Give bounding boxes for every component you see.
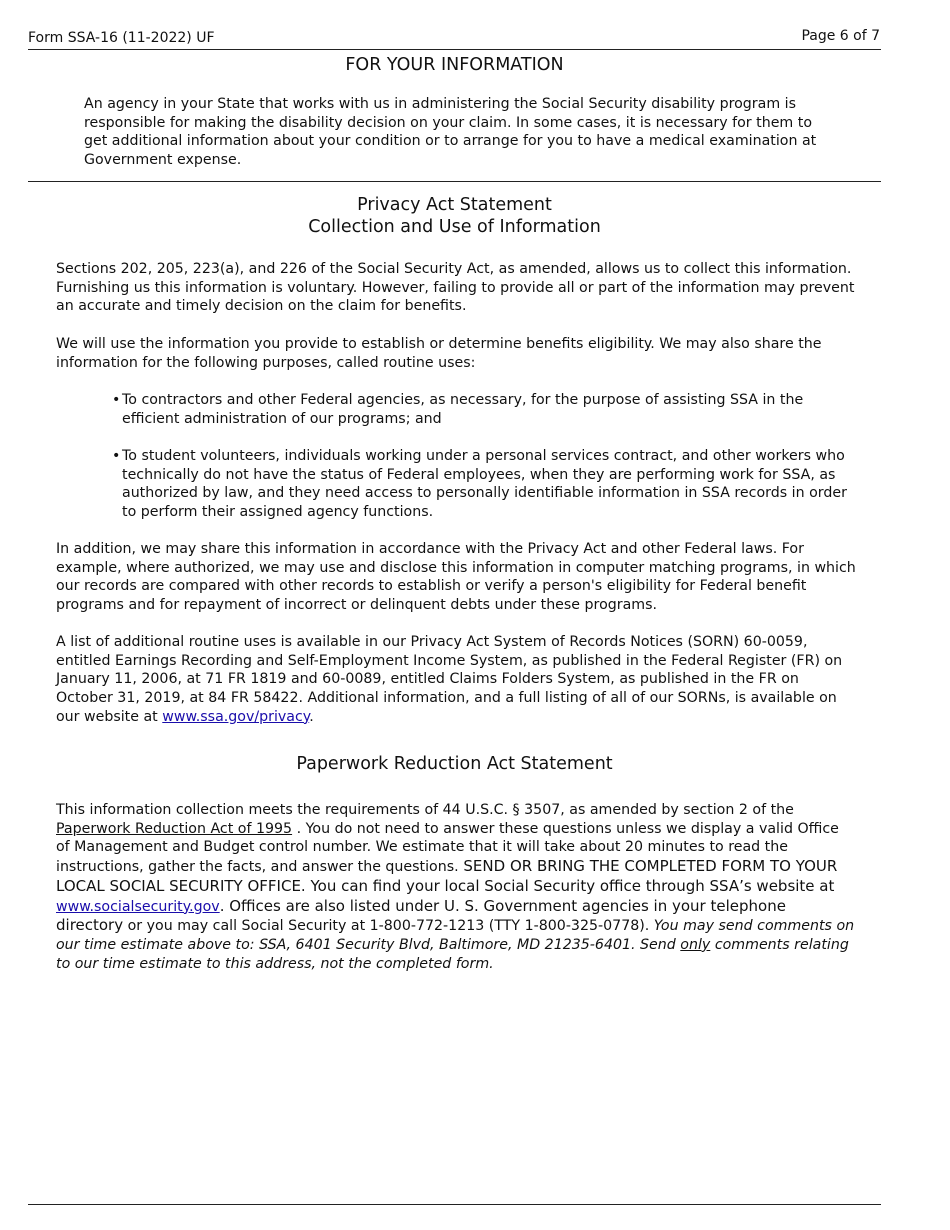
sorn-end: .: [309, 708, 314, 725]
privacy-paragraph-3: In addition, we may share this information in accordance with the Privacy Act and other Federal laws. For example, where authorized, we may use and disclose this information in computer matching programs, in which our records are compared with other records to establish or verify a person's eligibility for Federal benefit programs and for repayment of incorrect or delinquent debts under these programs.: [56, 541, 856, 614]
routine-use-text: To student volunteers, individuals working under a personal services contract, and other workers who technically do not have the status of Federal employees, when they are performing work for SSA, as authorized by law, and they need access to personally identifiable information in SSA records in order to perform their assigned agency functions.: [122, 448, 847, 521]
page-number: Page 6 of 7: [801, 28, 880, 44]
form-id: Form SSA-16 (11-2022) UF: [28, 30, 215, 46]
footer-divider: [28, 1204, 881, 1205]
privacy-paragraph-4: [56, 633, 856, 727]
info-body: An agency in your State that works with us in administering the Social Security disability program is responsible for making the disability decision on your claim. In some cases, it is necessary for them to get additional information about your condition or to arrange for you to have a medical examination at Government expense.: [84, 96, 817, 169]
privacy-paragraph-2: We will use the information you provide to establish or determine benefits eligibility. We may also share the information for the following purposes, called routine uses:: [56, 336, 822, 371]
paperwork-offices: . Offices are also listed under U. S. Government agencies in your telephone directory: [56, 896, 786, 935]
paperwork-send-instruction: SEND OR BRING THE COMPLETED FORM TO YOUR LOCAL SOCIAL SECURITY OFFICE. You can find your local Social Security office through SSA’s website at: [56, 857, 838, 895]
paperwork-act-link[interactable]: Paperwork Reduction Act of 1995: [56, 820, 293, 837]
paperwork-phone: or you may call Social Security at 1-800-772-1213 (TTY 1-800-325-0778).: [123, 918, 650, 935]
routine-use-text: To contractors and other Federal agencies, as necessary, for the purpose of assisting SSA in the efficient administration of our programs; and: [122, 392, 804, 427]
sorn-text: A list of additional routine uses is available in our Privacy Act System of Records Notices (SORN) 60-0059, entitled Earnings Recording and Self-Employment Income System, as published in the Federal Register (FR) on January 11, 2006, at 71 FR 1819 and 60-0089, entitled Claims Folders System, as published in the FR on October 31, 2019, at 84 FR 58422. Additional information, and a full listing of all of our SORNs, is available on our website at: [56, 634, 843, 725]
privacy-subtitle: Collection and Use of Information: [308, 217, 601, 237]
routine-use-item: [112, 447, 862, 522]
paperwork-title: Paperwork Reduction Act Statement: [296, 754, 613, 774]
privacy-paragraph-1: Sections 202, 205, 223(a), and 226 of the Social Security Act, as amended, allows us to collect this information. Furnishing us this information is voluntary. However, failing to provide all or part of the information may prevent an accurate and timely decision on the claim for benefits.: [56, 261, 855, 315]
paperwork-paragraph: [56, 801, 856, 973]
bullet-icon: •: [112, 392, 121, 408]
paperwork-intro: This information collection meets the requirements of 44 U.S.C. § 3507, as amended by section 2 of the: [56, 802, 794, 818]
privacy-link[interactable]: www.ssa.gov/privacy: [162, 708, 310, 725]
socialsecurity-link[interactable]: www.socialsecurity.gov: [56, 898, 220, 915]
header-divider: [28, 49, 881, 50]
paperwork-only: only: [680, 936, 711, 953]
paperwork-estimate: . You do not need to answer these questions unless we display a valid Office of Management and Budget control number. We estimate that it will take about 20 minutes to read the instructions, gather the facts, and answer the questions.: [56, 820, 839, 876]
paperwork-comments-end: comments relating to our time estimate to this address, not the completed form.: [56, 936, 849, 972]
bullet-icon: •: [112, 448, 121, 464]
privacy-title: Privacy Act Statement: [357, 195, 552, 215]
info-title: FOR YOUR INFORMATION: [345, 55, 564, 75]
paperwork-comments: You may send comments on our time estimate above to: SSA, 6401 Security Blvd, Baltimore, MD 21235-6401. Send: [56, 918, 855, 953]
info-divider: [28, 181, 881, 182]
routine-use-item: [112, 391, 862, 428]
